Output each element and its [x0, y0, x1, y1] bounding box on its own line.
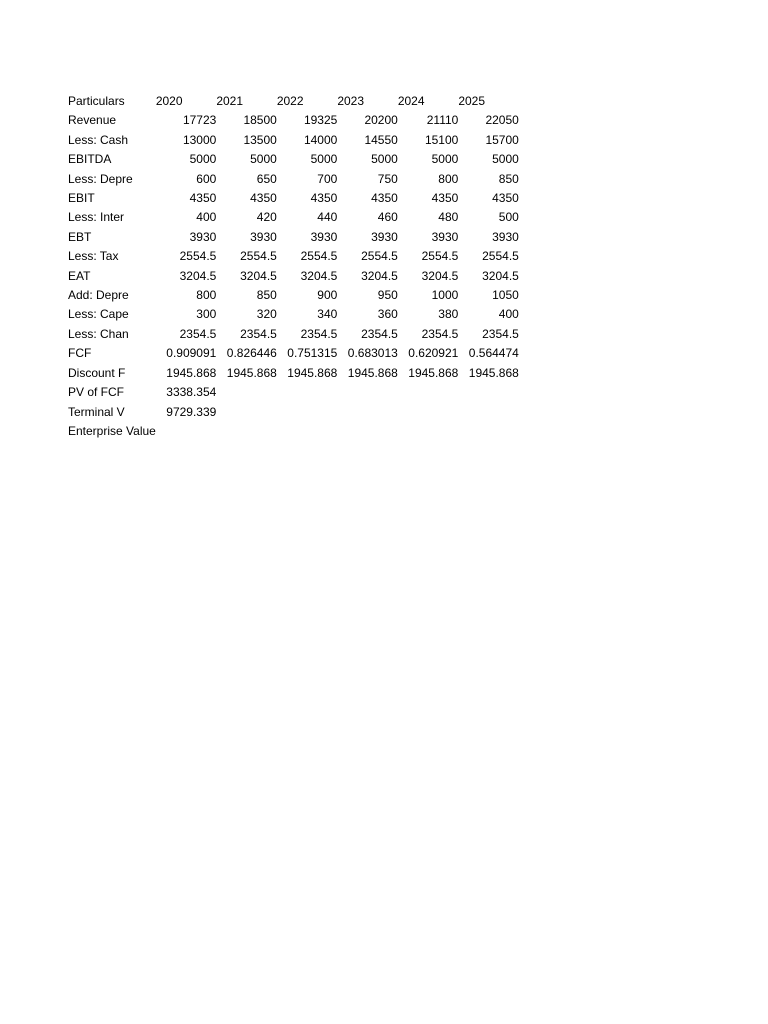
table-row [68, 189, 519, 208]
table-row [68, 150, 519, 169]
header-label-cell[interactable]: Particulars [68, 94, 125, 108]
value-cell[interactable]: 14000 [303, 132, 338, 147]
value-cell[interactable]: 950 [377, 288, 398, 303]
value-cell[interactable]: 320 [256, 307, 277, 322]
value-cell[interactable]: 0.620921 [408, 346, 459, 361]
value-cell[interactable]: 4350 [371, 191, 398, 206]
table-row [68, 208, 519, 227]
value-cell[interactable]: 800 [438, 171, 459, 186]
value-cell[interactable] [216, 403, 277, 422]
value-cell[interactable]: 3204.5 [361, 268, 398, 283]
row-label-cell[interactable]: PV of FCF [68, 385, 125, 400]
value-cell[interactable]: 380 [438, 307, 459, 322]
value-cell[interactable]: 0.564474 [468, 346, 519, 361]
value-cell[interactable]: 5000 [431, 152, 459, 167]
table-row [68, 131, 519, 150]
value-cell[interactable]: 400 [498, 307, 519, 322]
table-row [68, 364, 519, 383]
value-cell[interactable]: 2354.5 [300, 326, 338, 341]
value-cell[interactable]: 4350 [492, 191, 519, 206]
value-cell[interactable]: 2554.5 [300, 249, 338, 264]
row-label-cell[interactable]: Less: Depre [68, 171, 133, 186]
value-cell[interactable] [398, 403, 459, 422]
value-cell[interactable]: 9729.339 [166, 404, 217, 419]
value-cell[interactable] [458, 403, 519, 422]
value-cell[interactable]: 17723 [182, 113, 217, 128]
value-cell[interactable] [337, 403, 398, 422]
value-cell[interactable]: 480 [438, 210, 459, 225]
value-cell[interactable]: 650 [256, 171, 277, 186]
value-cell[interactable]: 1000 [431, 288, 459, 303]
value-cell[interactable]: 0.683013 [347, 346, 398, 361]
value-cell[interactable]: 900 [317, 288, 338, 303]
value-cell[interactable]: 1945.868 [166, 365, 217, 380]
row-label-cell[interactable]: Discount F [68, 365, 126, 380]
value-cell[interactable] [277, 383, 338, 402]
table-row [68, 267, 519, 286]
table-row [68, 111, 519, 130]
table-row [68, 383, 519, 402]
value-cell[interactable]: 500 [498, 210, 519, 225]
table-row [68, 247, 519, 266]
value-cell[interactable]: 20200 [364, 113, 398, 128]
row-label-cell[interactable]: Less: Cash [68, 132, 129, 147]
row-label-cell[interactable]: Add: Depre [68, 288, 129, 303]
value-cell[interactable]: 5000 [492, 152, 519, 167]
spreadsheet-grid [68, 92, 519, 441]
value-cell[interactable]: 2554.5 [361, 249, 398, 264]
row-label-cell[interactable]: EBIT [68, 191, 95, 206]
value-cell[interactable]: 360 [377, 307, 398, 322]
value-cell[interactable]: 3930 [189, 229, 217, 244]
value-cell[interactable]: 2354.5 [240, 326, 277, 341]
row-label-cell[interactable]: Revenue [68, 113, 117, 128]
value-cell[interactable]: 2354.5 [179, 326, 217, 341]
header-year-cell[interactable]: 2020 [155, 94, 183, 108]
value-cell[interactable]: 440 [317, 210, 338, 225]
table-row [68, 403, 519, 422]
value-cell[interactable]: 700 [317, 171, 338, 186]
row-label-cell[interactable]: Enterprise Value [68, 423, 156, 438]
value-cell[interactable]: 850 [498, 171, 519, 186]
value-cell[interactable]: 850 [256, 288, 277, 303]
value-cell[interactable] [337, 383, 398, 402]
value-cell[interactable]: 15700 [485, 132, 519, 147]
value-cell[interactable] [398, 422, 459, 441]
value-cell[interactable]: 460 [377, 210, 398, 225]
value-cell[interactable]: 21110 [426, 113, 459, 128]
row-label-cell[interactable]: EBT [68, 229, 92, 244]
header-year-cell[interactable]: 2024 [397, 94, 425, 108]
value-cell[interactable]: 2554.5 [482, 249, 519, 264]
value-cell[interactable]: 18500 [243, 113, 277, 128]
value-cell[interactable] [398, 383, 459, 402]
row-label-cell[interactable]: Less: Inter [68, 210, 125, 225]
header-year-cell[interactable]: 2022 [276, 94, 304, 108]
row-label-cell[interactable]: Terminal V [68, 404, 125, 419]
value-cell[interactable] [216, 422, 277, 441]
value-cell[interactable]: 3204.5 [482, 268, 519, 283]
value-cell[interactable]: 3930 [492, 229, 519, 244]
value-cell[interactable]: 4350 [431, 191, 459, 206]
value-cell[interactable]: 800 [196, 288, 217, 303]
value-cell[interactable]: 3204.5 [421, 268, 459, 283]
table-row [68, 422, 519, 441]
value-cell[interactable]: 2354.5 [482, 326, 519, 341]
value-cell[interactable]: 3204.5 [300, 268, 338, 283]
header-year-cell[interactable]: 2025 [458, 94, 486, 108]
value-cell[interactable]: 1050 [492, 288, 519, 303]
table-row [68, 170, 519, 189]
value-cell[interactable]: 3930 [371, 229, 398, 244]
table-row [68, 228, 519, 247]
header-row [68, 92, 519, 111]
value-cell[interactable]: 1945.868 [347, 365, 398, 380]
table-row [68, 305, 519, 324]
value-cell[interactable]: 3930 [250, 229, 277, 244]
value-cell[interactable]: 3930 [431, 229, 459, 244]
value-cell[interactable]: 4350 [189, 191, 217, 206]
table-row [68, 344, 519, 363]
value-cell[interactable]: 4350 [250, 191, 277, 206]
value-cell[interactable]: 5000 [189, 152, 217, 167]
header-year-cell[interactable]: 2023 [337, 94, 365, 108]
row-label-cell[interactable]: Less: Tax [68, 249, 119, 264]
value-cell[interactable]: 19325 [303, 113, 338, 128]
value-cell[interactable]: 13500 [243, 132, 277, 147]
value-cell[interactable]: 0.826446 [226, 346, 277, 361]
value-cell[interactable]: 420 [256, 210, 277, 225]
value-cell[interactable]: 2554.5 [179, 249, 217, 264]
header-year-cell[interactable]: 2021 [216, 94, 244, 108]
value-cell[interactable]: 2354.5 [361, 326, 398, 341]
value-cell[interactable]: 4350 [310, 191, 338, 206]
value-cell[interactable] [156, 422, 217, 441]
value-cell[interactable]: 3338.354 [166, 385, 217, 400]
value-cell[interactable]: 5000 [250, 152, 277, 167]
value-cell[interactable]: 3204.5 [240, 268, 277, 283]
value-cell[interactable]: 1945.868 [226, 365, 277, 380]
value-cell[interactable]: 750 [377, 171, 398, 186]
value-cell[interactable]: 5000 [310, 152, 338, 167]
row-label-cell[interactable]: EBITDA [68, 152, 112, 167]
value-cell[interactable]: 1945.868 [287, 365, 338, 380]
value-cell[interactable] [337, 422, 398, 441]
value-cell[interactable]: 600 [196, 171, 217, 186]
value-cell[interactable]: 2354.5 [421, 326, 459, 341]
value-cell[interactable]: 13000 [182, 132, 217, 147]
value-cell[interactable] [277, 403, 338, 422]
value-cell[interactable]: 1945.868 [468, 365, 519, 380]
value-cell[interactable] [458, 422, 519, 441]
row-label-cell[interactable]: FCF [68, 346, 92, 361]
value-cell[interactable]: 300 [196, 307, 217, 322]
value-cell[interactable]: 2554.5 [421, 249, 459, 264]
value-cell[interactable]: 1945.868 [408, 365, 459, 380]
value-cell[interactable]: 14550 [364, 132, 398, 147]
row-label-cell[interactable]: Less: Cape [68, 307, 129, 322]
table-row [68, 286, 519, 305]
value-cell[interactable]: 15100 [424, 132, 459, 147]
value-cell[interactable]: 5000 [371, 152, 398, 167]
value-cell[interactable]: 22050 [485, 113, 519, 128]
value-cell[interactable]: 0.909091 [166, 346, 217, 361]
value-cell[interactable]: 0.751315 [287, 346, 338, 361]
table-row [68, 325, 519, 344]
row-label-cell[interactable]: EAT [68, 268, 91, 283]
value-cell[interactable] [216, 383, 277, 402]
value-cell[interactable]: 340 [317, 307, 338, 322]
value-cell[interactable] [277, 422, 338, 441]
value-cell[interactable]: 3204.5 [179, 268, 217, 283]
value-cell[interactable] [458, 383, 519, 402]
row-label-cell[interactable]: Less: Chan [68, 326, 129, 341]
value-cell[interactable]: 2554.5 [240, 249, 277, 264]
value-cell[interactable]: 400 [196, 210, 217, 225]
value-cell[interactable]: 3930 [310, 229, 338, 244]
